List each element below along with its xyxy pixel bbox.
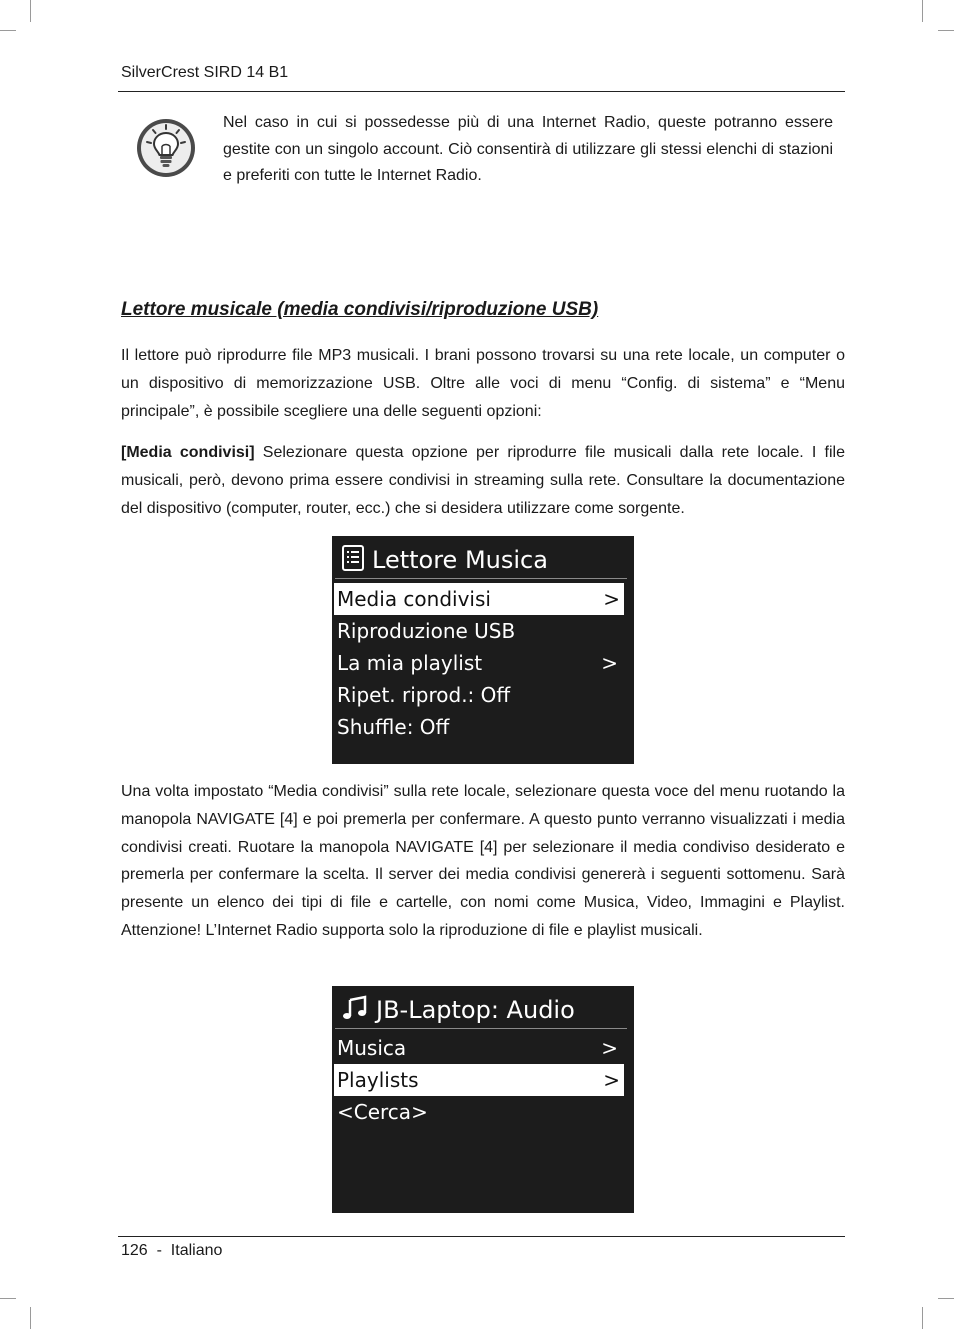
intro-paragraph: Il lettore può riprodurre file MP3 musicali. I brani possono trovarsi su una rete locale, un computer o un dispositivo di memorizzazione USB. Oltre alle voci di menu “Config. di sistema” e “Menu principale”, è possibile scegliere una delle seguenti opzioni: [121, 347, 845, 420]
menu-item-riproduzione-usb[interactable] [334, 615, 622, 647]
music-note-icon [342, 995, 368, 1025]
media-label: [Media condivisi] [121, 444, 255, 461]
menu-item-label: <Cerca> [337, 1100, 428, 1124]
screen-divider [335, 1028, 627, 1029]
menu-item-label: Ripet. riprod.: Off [337, 683, 511, 707]
footer-divider [118, 1236, 845, 1237]
menu-item-label: Shuffle: Off [337, 715, 450, 739]
screen-title: Lettore Musica [372, 546, 548, 574]
menu-item-label: Riproduzione USB [337, 619, 516, 643]
crop-mark [922, 0, 923, 22]
radio-screen-jb-laptop [332, 986, 634, 1213]
navigation-paragraph: Una volta impostato “Media condivisi” sulla rete locale, selezionare questa voce del menu ruotando la manopola NAVIGATE [4] e poi premerla per confermare. A questo punto verranno visualizzati i media condivisi creati. Ruotare la manopola NAVIGATE [4] per selezionare il media condiviso desiderato e premerla per confermare la scelta. Il server dei media condivisi genererà i seguenti sottomenu. Sarà presente un elenco dei tipi di file e cartelle, con nomi come Musica, Video, Immagini e Playlist. Attenzione! L’Internet Radio supporta solo la riproduzione di file e playlist musicali. [121, 783, 845, 939]
menu-item-label: La mia playlist [337, 651, 483, 675]
menu-item-ripet-riprod[interactable] [334, 679, 622, 711]
menu-item-label: Playlists [337, 1068, 419, 1092]
screen-title-bar [342, 542, 548, 578]
menu-item-label: Musica [337, 1036, 407, 1060]
chevron-right-icon: > [603, 1068, 620, 1092]
media-text: Selezionare questa opzione per riprodurre file musicali dalla rete locale. I file musicali, però, devono prima essere condivisi in streaming sulla rete. Consultare la documentazione del dispositivo (computer, router, ecc.) che si desidera utilizzare come sorgente. [121, 444, 846, 517]
menu-item-musica[interactable] [334, 1032, 622, 1064]
crop-mark [938, 1298, 954, 1299]
crop-mark [0, 1298, 16, 1299]
crop-mark [0, 30, 16, 31]
crop-mark [30, 0, 31, 22]
crop-mark [938, 30, 954, 31]
lightbulb-icon [134, 116, 198, 180]
menu-item-la-mia-playlist[interactable] [334, 647, 622, 679]
menu-item-label: Media condivisi [337, 587, 491, 611]
list-icon [342, 545, 364, 575]
media-paragraph [121, 439, 845, 522]
screen-title: JB-Laptop: Audio [376, 996, 575, 1024]
chevron-right-icon: > [601, 651, 618, 675]
tip-text: Nel caso in cui si possedesse più di una Internet Radio, queste potranno essere gestite con un singolo account. Ciò consentirà di utilizzare gli stessi elenchi di stazioni e preferiti con tutte le Internet Radio. [223, 114, 833, 184]
crop-mark [922, 1307, 923, 1329]
page-header-title: SilverCrest SIRD 14 B1 [121, 64, 289, 81]
header-divider [118, 91, 845, 92]
radio-screen-music-player [332, 536, 634, 764]
menu-item-playlists[interactable] [334, 1064, 624, 1096]
chevron-right-icon: > [603, 587, 620, 611]
menu-item-media-condivisi[interactable] [334, 583, 624, 615]
page-number: 126 - Italiano [121, 1242, 223, 1259]
crop-mark [30, 1307, 31, 1329]
menu-item-cerca[interactable] [334, 1096, 622, 1128]
menu-item-shuffle[interactable] [334, 711, 622, 743]
section-heading: Lettore musicale (media condivisi/riproduzione USB) [121, 299, 599, 320]
screen-title-bar [342, 992, 575, 1028]
chevron-right-icon: > [601, 1036, 618, 1060]
screen-divider [335, 578, 627, 579]
